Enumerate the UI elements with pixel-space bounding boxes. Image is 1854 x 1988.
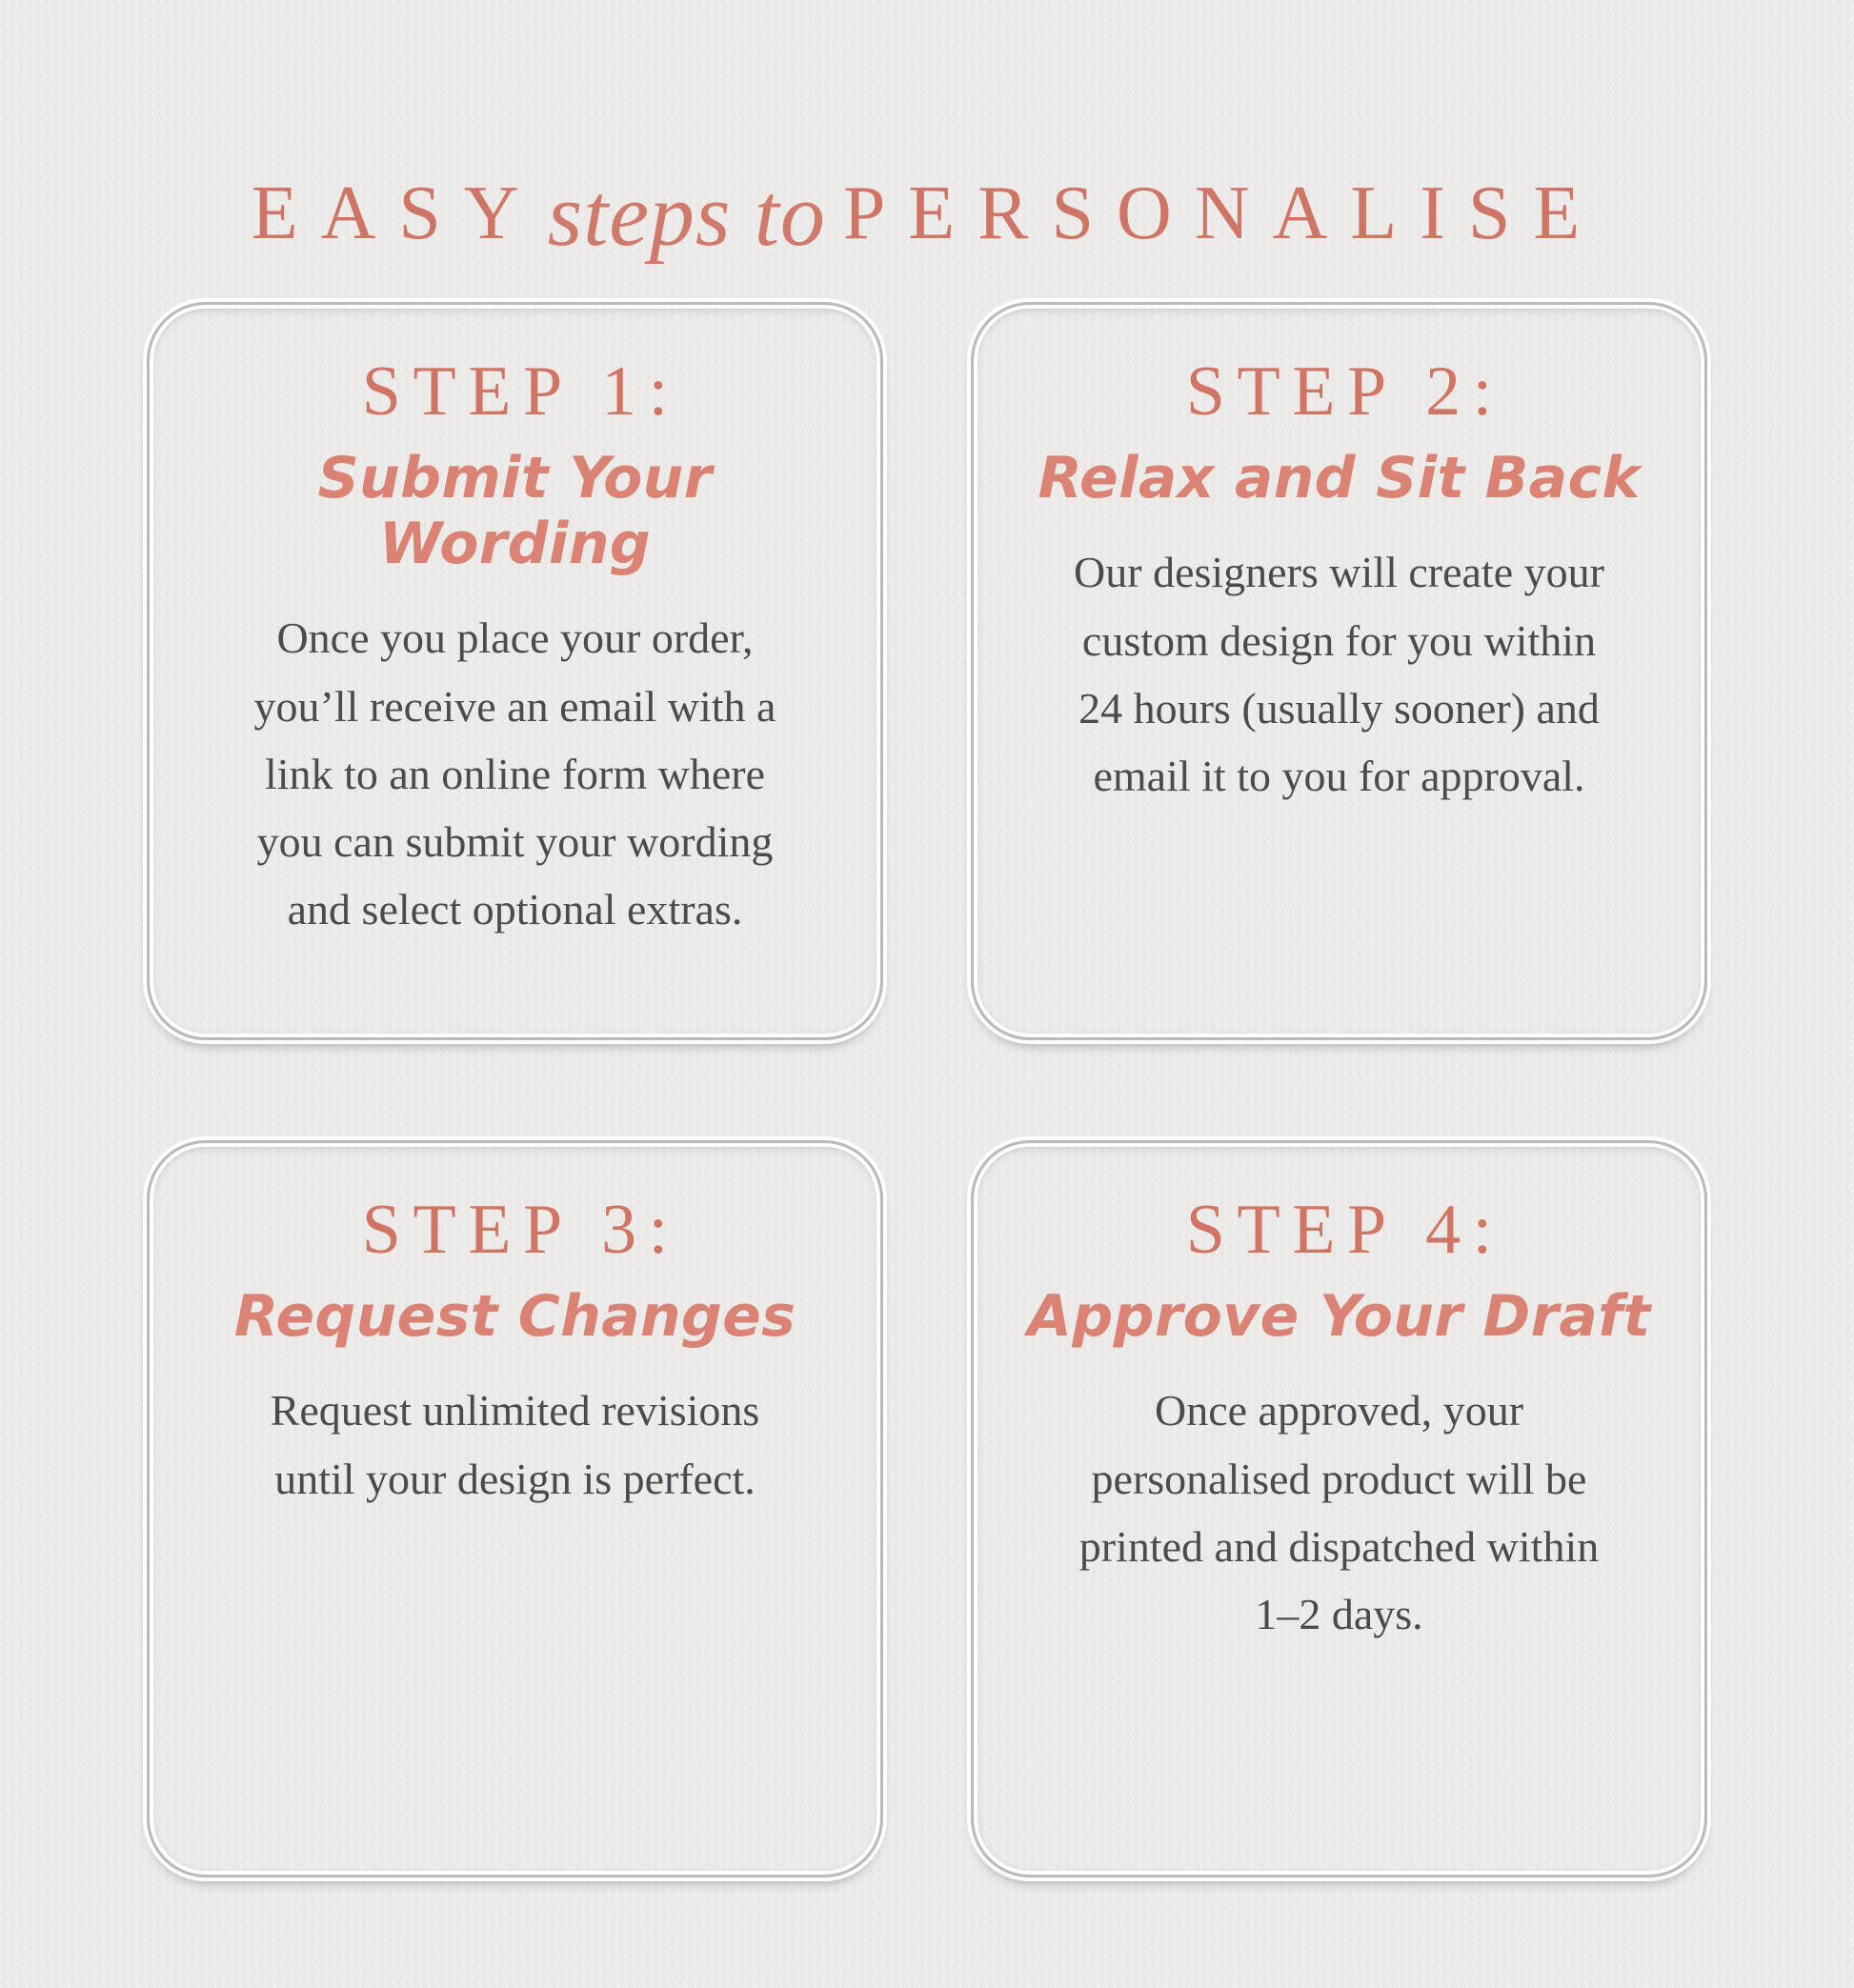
page-title bbox=[0, 0, 1854, 265]
step-1-card bbox=[147, 302, 883, 1040]
step-4-card bbox=[971, 1140, 1707, 1878]
step-description: Once you place your order, you’ll receive an email with a link to an online form where you can submit your wording and select optional extras. bbox=[253, 613, 776, 934]
step-subtitle: Submit Your Wording bbox=[317, 445, 713, 578]
title-word-easy: EASY bbox=[251, 171, 542, 255]
title-word-personalise: PERSONALISE bbox=[842, 171, 1603, 255]
step-subtitle: Approve Your Draft bbox=[1027, 1283, 1651, 1351]
step-subtitle: Request Changes bbox=[233, 1283, 796, 1351]
step-subtitle: Relax and Sit Back bbox=[1038, 445, 1641, 512]
step-description: Our designers will create your custom design for you within 24 hours (usually sooner) and email it to you for approval. bbox=[1074, 548, 1604, 801]
step-description: Once approved, your personalised product will be printed and dispatched within 1–2 days. bbox=[1078, 1386, 1600, 1639]
title-script-steps-to: steps to bbox=[547, 166, 826, 265]
step-3-card bbox=[147, 1140, 883, 1878]
step-label: STEP 1: bbox=[361, 352, 680, 432]
step-label: STEP 3: bbox=[361, 1191, 680, 1270]
steps-grid bbox=[0, 302, 1854, 1878]
step-label: STEP 2: bbox=[1185, 352, 1504, 432]
step-2-card bbox=[971, 302, 1707, 1040]
step-label: STEP 4: bbox=[1185, 1191, 1504, 1270]
step-description: Request unlimited revisions until your design is perfect. bbox=[270, 1386, 760, 1503]
